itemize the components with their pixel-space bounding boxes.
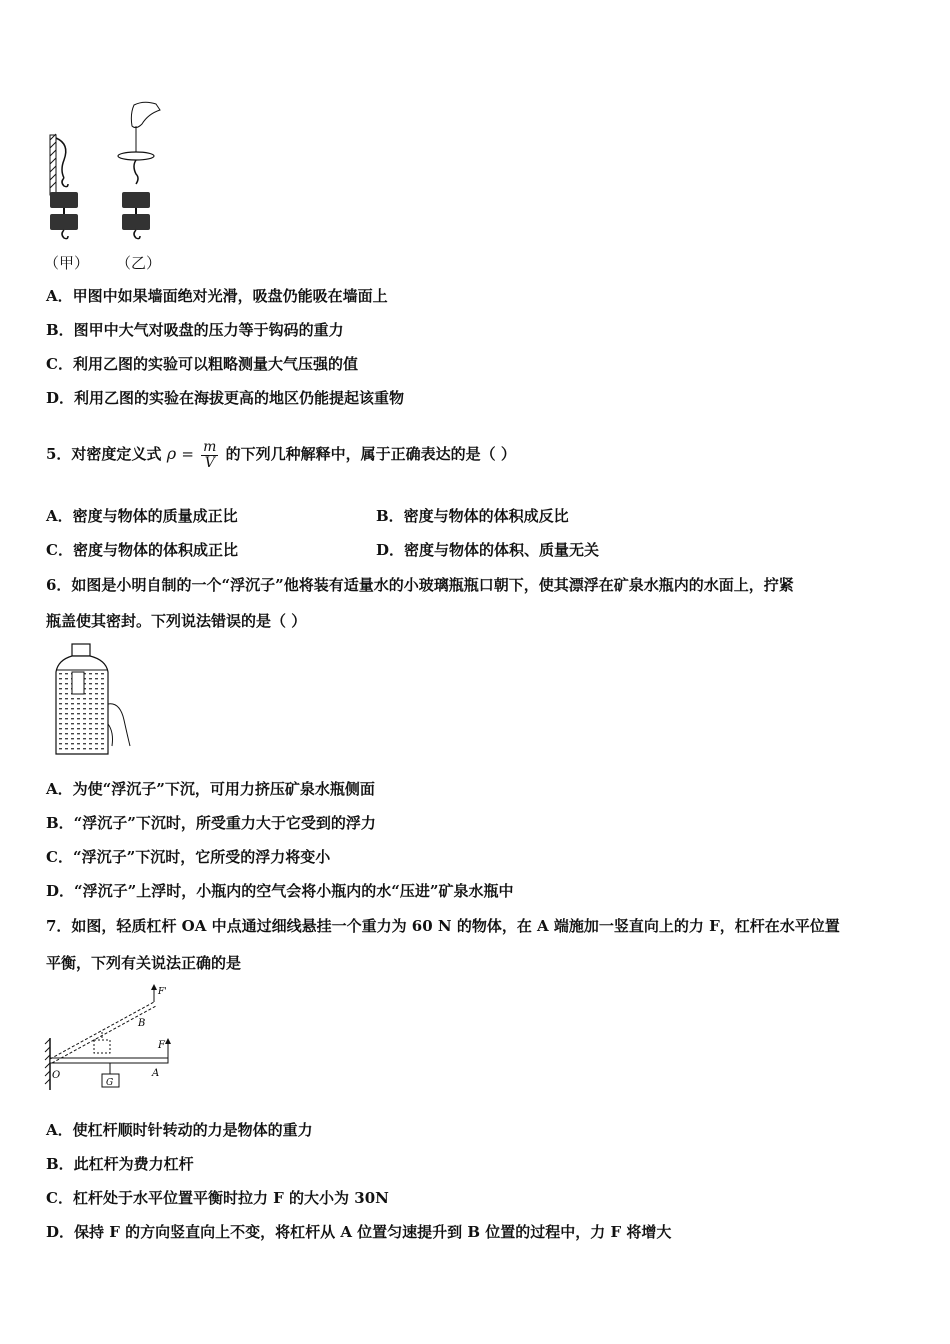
q7-option-a: A．使杠杆顺时针转动的力是物体的重力: [46, 1121, 313, 1139]
q4-option-c: C．利用乙图的实验可以粗略测量大气压强的值: [46, 355, 358, 373]
cartesian-diver-figure: [52, 642, 132, 760]
label-f-prime: F': [158, 987, 167, 997]
q6-option-b: B．“浮沉子”下沉时，所受重力大于它受到的浮力: [46, 814, 376, 832]
q7-stem-line1: 7．如图，轻质杠杆 OA 中点通过细线悬挂一个重力为 60 N 的物体，在 A 端施加一竖直向上的力 F，杠杆在水平位置: [46, 917, 840, 935]
figure-label-yi: （乙）: [116, 254, 162, 272]
label-g: G: [106, 1078, 114, 1088]
q5-stem-pre: 5．对密度定义式: [46, 445, 162, 463]
lever-figure: [42, 982, 182, 1092]
q7-option-b: B．此杠杆为费力杠杆: [46, 1155, 194, 1173]
q5-option-c: C．密度与物体的体积成正比: [46, 541, 238, 559]
label-o: O: [52, 1070, 61, 1081]
suction-cup-diagram: [44, 100, 174, 240]
q5-stem: [46, 436, 516, 472]
lever-diagram: [42, 982, 182, 1092]
label-f: F: [158, 1040, 165, 1051]
q5-option-d: D．密度与物体的体积、质量无关: [376, 541, 600, 559]
q7-option-d: D．保持 F 的方向竖直向上不变，将杠杆从 A 位置匀速提升到 B 位置的过程中，力 F 将增大: [46, 1223, 672, 1241]
q5-option-b: B．密度与物体的体积成反比: [376, 507, 569, 525]
fraction-numerator: m: [203, 438, 217, 455]
q7-stem-line2: 平衡，下列有关说法正确的是: [46, 954, 242, 972]
density-symbol: ρ: [166, 444, 177, 463]
fraction-denominator: V: [204, 454, 215, 471]
q5-stem-post: 的下列几种解释中，属于正确表达的是（ ）: [225, 445, 516, 463]
q5-option-a: A．密度与物体的质量成正比: [46, 507, 238, 525]
label-a: A: [152, 1068, 160, 1079]
q6-stem-line2: 瓶盖使其密封。下列说法错误的是（ ）: [46, 612, 307, 630]
q6-option-c: C．“浮沉子”下沉时，它所受的浮力将变小: [46, 848, 331, 866]
figure-label-jia: （甲）: [44, 254, 90, 272]
q6-option-d: D．“浮沉子”上浮时，小瓶内的空气会将小瓶内的水“压进”矿泉水瓶中: [46, 882, 514, 900]
q4-option-b: B．图甲中大气对吸盘的压力等于钩码的重力: [46, 321, 344, 339]
density-fraction: [201, 440, 218, 471]
label-b: B: [138, 1018, 146, 1029]
q6-stem-line1: 6．如图是小明自制的一个“浮沉子”他将装有适量水的小玻璃瓶瓶口朝下，使其漂浮在矿泉水瓶内的水面上，拧紧: [46, 576, 794, 594]
q4-option-a: A．甲图中如果墙面绝对光滑，吸盘仍能吸在墙面上: [46, 287, 388, 305]
q7-option-c: C．杠杆处于水平位置平衡时拉力 F 的大小为 30N: [46, 1189, 389, 1207]
q6-option-a: A．为使“浮沉子”下沉，可用力挤压矿泉水瓶侧面: [46, 780, 375, 798]
equals-sign: =: [181, 445, 194, 463]
suction-cup-figure: [44, 100, 174, 280]
q4-option-d: D．利用乙图的实验在海拔更高的地区仍能提起该重物: [46, 389, 405, 407]
bottle-diagram: [52, 642, 132, 760]
